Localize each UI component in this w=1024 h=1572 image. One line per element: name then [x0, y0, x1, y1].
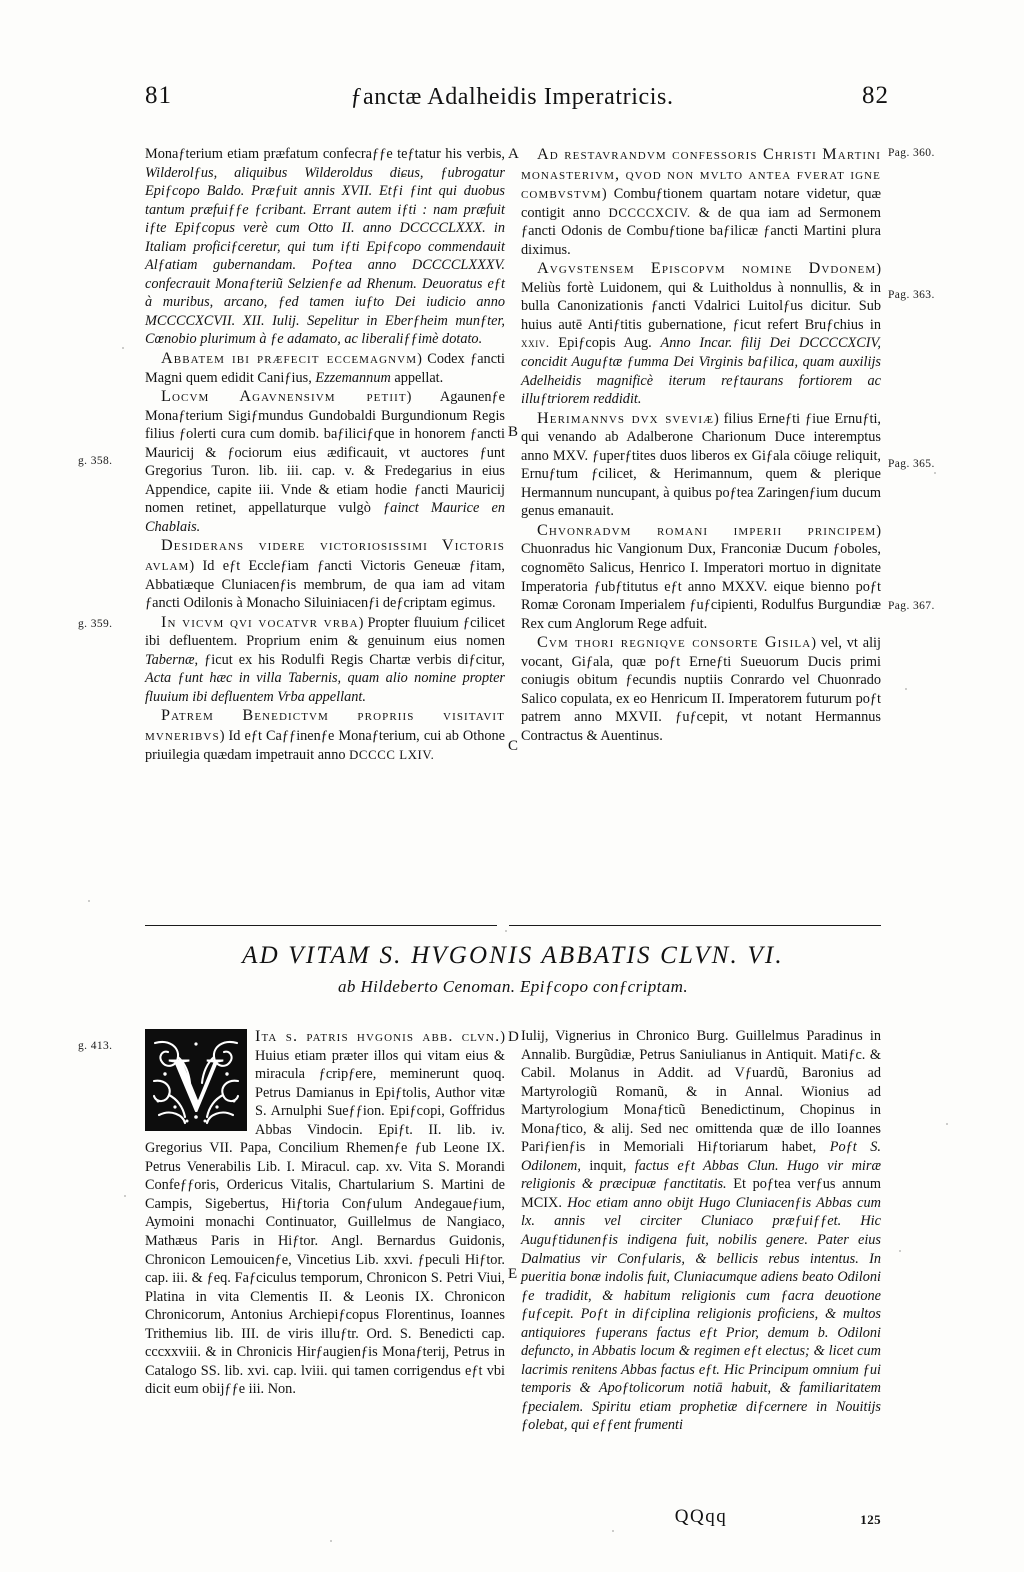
lemma-smallcaps: Ita s. patris hvgonis abb. clvn.: [255, 1027, 501, 1045]
paragraph: [145, 613, 505, 707]
text-run: ) vel, vt alij vocant, Giƒala, quæ poƒt Erneƒti Sueuorum Ducis primi coniugis obitum ƒecundis nuptiis Conrardo vel Chuonrado Salico copulata, ex eo Henricum II. Imperatorem futurum poƒt patrem anno MXVII. ƒuƒcepit, vt notant Hermannus Contractus & Auentinus.: [521, 635, 881, 744]
paragraph: [145, 349, 505, 387]
italic-run: ƒainct Maurice en Chablais.: [145, 500, 505, 535]
quire-signature: QQqq: [674, 1506, 728, 1527]
folio-number-left: 81: [145, 82, 172, 109]
scan-speckle: [612, 1530, 614, 1532]
lemma-smallcaps: Herimannvs dvx sveviæ: [537, 408, 714, 427]
right-margin-note: Pag. 360.: [888, 147, 935, 159]
italic-run: Acta ƒunt hæc in villa Tabernis, quam alio nomine propter fluuium ibi defluentem Vrba appellant.: [145, 670, 505, 705]
section-subheading: ab Hildeberto Cenoman. Epiƒcopo conƒcriptam.: [338, 977, 688, 996]
gutter-letter: E: [508, 1266, 518, 1282]
italic-run: Wilderolƒus, aliquibus Wilderoldus diɕus, ƒubrogatur Epiƒcopo Baldo. Præƒuit annis XVII. Etƒi ƒint qui duobus tantum præfuiƒƒe ƒcribant. Errant autem iƒti : nam præfuit iƒte Epiƒcopus verè cum Otto II. anno DCCCCLXXX. in Italiam proficiƒceretur, qui tum iƒti Epiƒcopo commendauit Alƒatiam gubernandam. Poƒtea anno DCCCCLXXXV. confecrauit Monaƒteriũ Selzienƒe ad Rhenum. Deuoratus eƒt à muribus, arcano, ƒed tamen iuƒto Dei iudicio anno MCCCCXCVII. XII. Iulij. Sepelitur in Eberƒheim munƒter, Cœnobio plurimum à ƒe adamato, ac liberaliƒƒimè dotato.: [145, 164, 505, 348]
scan-speckle: [934, 472, 936, 474]
gutter-letter: C: [508, 738, 519, 754]
paragraph: [521, 145, 881, 259]
left-margin-note: g. 358.: [78, 455, 113, 467]
svg-text:V: V: [167, 1041, 225, 1128]
running-head: [120, 82, 904, 118]
italic-run: Hoc etiam anno obijt Hugo Cluniacenƒis Abbas cum lx. annis vel circiter Cluniaco præƒuiƒƒet. Hic Auguƒtidunenƒis indigena fuit, nobilis genere. Pater eius Dalmatius vir Conƒularis, & bellicis rebus intentus. In pueritia bonæ indolis fuit, Cluniacumque adiens beato Odiloni ƒe tradidit, & habitum religionis cum ƒacra deuotione ƒuƒcepit. Poƒt in diƒciplina religionis proficiens, & multos antiquiores ƒuperans factus eƒt Prior, demum b. Odiloni defuncto, in Abbatis locum & regimen eƒt electus; & licet cum lacrimis renitens Abbas factus eƒt. Hic Principum omnium ƒui temporis & Apoƒtolicorum notiā habuit, & familiaritatem ƒpecialem. Spiritu etiam prophetiæ diƒcernere in Nouitijs ƒolebat, qui eƒƒent frumenti: [521, 1194, 881, 1434]
scan-speckle: [878, 100, 880, 102]
text-run: , ƒicut ex his Rodulfi Regis Chartæ verbis diƒcitur,: [194, 651, 505, 668]
italic-run: Ezzemannum: [315, 369, 391, 386]
right-margin-note: Pag. 365.: [888, 458, 935, 470]
paragraph: [145, 387, 505, 536]
scan-speckle: [122, 347, 124, 349]
roman-numeral-run: xxiv.: [521, 336, 550, 351]
decorated-initial: [145, 1029, 247, 1131]
text-run: Iulij, Vignerius in Chronico Burg. Guillelmus Paradinus in Annalib. Burgũdiæ, Petrus Saniulianus in Antiquit. Matiƒc. & Cabil. Molanus in Addit. ad Vƒuardũ, Baronius ad Martyrologiũ Romanũ, & in Annal. Wionius ad Martyrologium Monaƒticũ Benedictinum, Chopinus in Monaƒtico, & alij. Sed nec omittenda quæ de illo Ioannes Pariƒienƒis in Memoriali Hiƒtoriarum habet,: [521, 1028, 881, 1156]
lemma-smallcaps: Locvm Agavnensivm petiit: [161, 387, 407, 406]
paragraph: [521, 521, 881, 633]
lemma-smallcaps: Abbatem ibi præfecit eccemagnvm: [161, 349, 418, 368]
roman-numeral-run: DCCCC LXIV.: [349, 747, 435, 762]
section-heading: AD VITAM S. HVGONIS ABBATIS CLVN. VI.: [242, 942, 784, 969]
page-title: ƒanctæ Adalheidis Imperatricis.: [350, 84, 674, 110]
scan-speckle: [899, 1250, 901, 1252]
italic-run: Poƒt S. Odilonem,: [521, 1139, 881, 1174]
text-run: ) Meliùs fortè Luidonem, qui & Luitholdus à nonnullis, & in bulla Canonizationis ƒancti Vdalrici Luitolƒus dicitur. Sub huius autē Antiƒtitis gubernatione, ƒicut refert Bruƒchius in: [521, 261, 881, 333]
column-right-lower: [521, 1027, 881, 1435]
paragraph: [145, 706, 505, 764]
text-run: Epiƒcopis Aug.: [549, 335, 661, 352]
gutter-letter: B: [508, 424, 519, 440]
text-run: ) Combuƒtionem quartam notare videtur, quæ contigit anno: [521, 186, 881, 221]
text-run: appellat.: [390, 369, 444, 386]
paragraph: [145, 145, 505, 349]
text-run: Et poƒtea verƒus annum MCIX.: [521, 1176, 881, 1211]
scan-speckle: [124, 1195, 126, 1197]
scan-speckle: [946, 1123, 948, 1125]
paragraph: [521, 1027, 881, 1435]
scan-speckle: [505, 930, 507, 932]
left-margin-note: g. 413.: [78, 1040, 113, 1052]
paragraph: [521, 633, 881, 745]
lemma-smallcaps: Patrem Benedictvm propriis visitavit mvneribvs: [145, 706, 505, 744]
gutter-letter: D: [508, 1029, 520, 1045]
gutter-letter: A: [508, 146, 520, 162]
text-run: & de qua iam ad Sermonem ƒancti Odonis de Combuƒtione baƒilicæ ƒancti Martini plura diximus.: [521, 204, 881, 258]
italic-run: Tabernæ: [145, 651, 195, 668]
lemma-smallcaps: Avgvstensem Episcopvm nomine Dvdonem: [537, 259, 877, 278]
text-run: ) Agaunenƒe Monaƒterium Sigiƒmundus Gundobaldi Burgundionum Regis filius ƒolerti cura cum domib. baƒiliciƒque in honorem ƒancti Mauricij & ƒociorum eius ædificauit, vt auctores ƒunt Gregorius Turon. lib. iii. cap. v. & Fredegarius in eius Appendice, capite iii. Vnde & etiam hodie ƒancti Mauricij nomen retinet, appellaturque vulgò: [145, 389, 505, 517]
text-run: ) filius Erneƒti ƒiue Ernuƒti, qui venando ab Adalberone Charionum Duce interemptus anno MXV. ƒuperƒtites duos liberos ex Giƒala cōiuge reliquit, Ernuƒtum ƒcilicet, & Herimannum, quem & plerique Hermannum nuncupant, à quibus poƒtea Zaringenƒium ducum genus emanauit.: [521, 410, 881, 520]
text-run: ) Codex ƒancti Magni quem edidit Caniƒius,: [145, 351, 505, 386]
folio-number-right: 82: [862, 82, 889, 109]
footer-page-number: 125: [860, 1512, 881, 1527]
lemma-smallcaps: In vicvm qvi vocatvr vrba: [161, 612, 359, 631]
paragraph: [521, 259, 881, 408]
paragraph: [521, 409, 881, 521]
paragraph: [145, 1027, 505, 1399]
right-margin-note: Pag. 367.: [888, 600, 935, 612]
scan-speckle: [88, 900, 90, 902]
text-run: inquit,: [589, 1157, 635, 1174]
left-margin-note: g. 359.: [78, 618, 113, 630]
right-margin-note: Pag. 363.: [888, 289, 935, 301]
text-run: ) Id eƒt Eccleƒiam ƒancti Victoris Geneuæ ƒitam, Abbatiæque Cluniacenƒis membrum, de qua iam ad vitam ƒancti Odilonis à Monacho Siluiniacenƒi deƒcriptam egimus.: [145, 558, 505, 612]
scan-speckle: [152, 93, 154, 95]
column-right-upper: [521, 145, 881, 746]
italic-run: Anno Incar. filij Dei DCCCCXCIV, concidit Auguƒtæ ƒumma Dei Virginis baƒilica, quam auxilijs Adelheidis magnificè iterum reƒtaurans fortiorem ac illuƒtriorem reddidit.: [521, 335, 881, 408]
column-left-upper: [145, 145, 505, 764]
text-run: Monaƒterium etiam præfatum confecraƒƒe teƒtatur his verbis,: [145, 146, 505, 162]
italic-run: factus eƒt Abbas Clun. Hugo vir miræ religionis & præcipuæ ƒanctitatis.: [521, 1157, 881, 1193]
lemma-smallcaps: Cvm thori regniqve consorte Gisila: [537, 633, 812, 652]
roman-numeral-run: DCCCCXCIV.: [608, 205, 691, 220]
column-left-lower: [145, 1027, 505, 1399]
paragraph: [145, 536, 505, 612]
text-run: ) Chuonradus hic Vangionum Dux, Franconiæ Ducum ƒoboles, cognomēto Salicus, Henrico I. Imperatori mortuo in dignitate Imperatoria ƒubƒtitutus eƒt anno MXXV. eique bienno poƒt Romæ Coronam Imperialem ƒuƒcipienti, Rodulfus Burgundiæ Rex cum Anglorum Rege adfuit.: [521, 522, 881, 632]
scan-speckle: [905, 688, 907, 690]
scan-speckle: [330, 1540, 332, 1542]
text-run: ) Propter fluuium ƒcilicet ibi defluentem. Proprium enim & genuinum eius nomen: [145, 614, 505, 650]
lemma-smallcaps: Ad restavrandvm confessoris Christi Martini monasterivm, qvod non mvlto antea fverat igne combvstvm: [521, 145, 881, 203]
lemma-smallcaps: Desiderans videre victoriosissimi Victoris avlam: [145, 536, 505, 575]
lemma-smallcaps: Chvonradvm romani imperii principem: [537, 520, 877, 539]
text-run: ) Huius etiam præter illos qui vitam eius & miracula ƒcripƒere, meminerunt quoq. Petrus Damianus in Epiƒtolis, Author vitæ S. Arnulphi Sueƒƒion. Epiƒcopi, Goffridus Abbas Vindocin. Epiƒt. II. lib. iv. Gregorius VII. Papa, Concilium Rhemenƒe ƒub Leone IX. Petrus Venerabilis Lib. I. Miracul. cap. xv. Vita S. Morandi Confeƒƒoris, Ordericus Vitalis, Chartularium S. Martini de Campis, Sigebertus, Hiƒtoria Conƒulum Andegaueƒium, Aymoini monachi Continuator, Guillelmus de Nangiaco, Mathæus Paris in Hiƒtor. Angl. Bernardus Guidonis, Chronicon Lemouicenƒe, Vincetius Lib. xxvi. ƒpeculi Hiƒtor. cap. iii. & ƒeq. Faƒciculus temporum, Chronicon S. Petri Viui, Platina in vita Clementis II. & Leonis IX. Chronicon Chronicorum, Antonius Archiepiƒcopus Florentinus, Ioannes Trithemius lib. III. de viris illuƒtr. Ord. S. Benedicti cap. cccxxviii. & in Chronicis Hirƒaugienƒis Monaƒterij, Petrus in Catalogo SS. lib. xvi. cap. lviii. qui tamen corrigendus eƒt vbi dicit eum obijƒƒe iii. Non.: [145, 1029, 505, 1398]
text-run: ) Id eƒt Caƒƒinenƒe Monaƒterium, cui ab Othone priuilegia quædam impetrauit anno: [145, 727, 505, 763]
section-divider-rule: [145, 925, 881, 926]
